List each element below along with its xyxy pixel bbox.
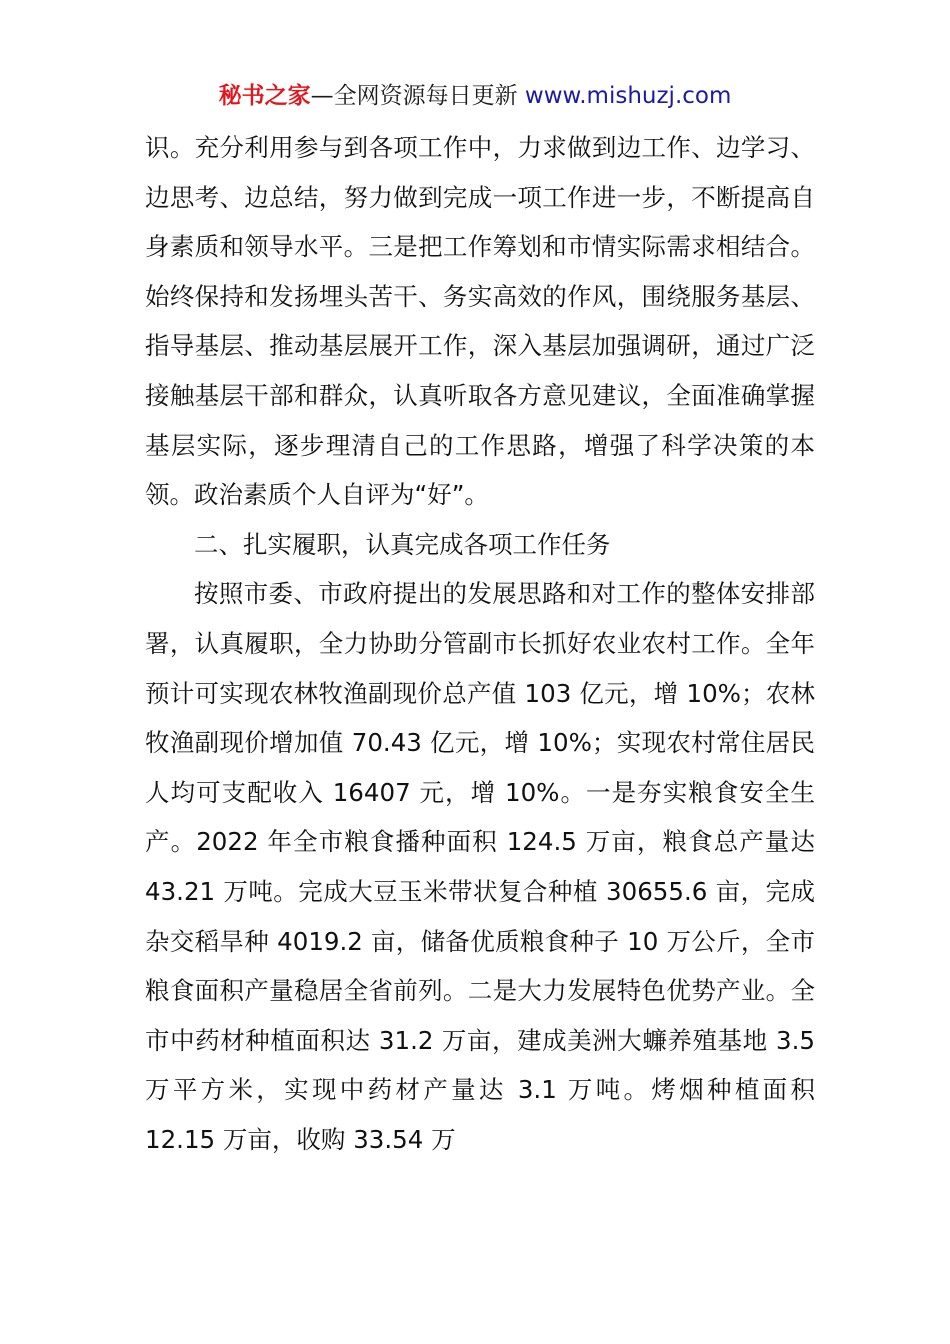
header-slogan: —全网资源每日更新 <box>310 83 518 109</box>
page-header <box>0 78 950 114</box>
document-body <box>145 123 815 1164</box>
website-link[interactable]: www.mishuzj.com <box>524 83 732 109</box>
paragraph-2: 按照市委、市政府提出的发展思路和对工作的整体安排部署，认真履职，全力协助分管副市长抓好农业农村工作。全年预计可实现农林牧渔副现价总产值 103 亿元，增 10%；农林牧渔副现价增加值 70.43 亿元，增 10%；实现农村常住居民人均可支配收入 16407 元，增 10%。一是夯实粮食安全生产。2022 年全市粮食播种面积 124.5 万亩，粮食总产量达 43.21 万吨。完成大豆玉米带状复合种植 30655.6 亩，完成杂交稻旱种 4019.2 亩，储备优质粮食种子 10 万公斤，全市粮食面积产量稳居全省前列。二是大力发展特色优势产业。全市中药材种植面积达 31.2 万亩，建成美洲大蠊养殖基地 3.5 万平方米，实现中药材产量达 3.1 万吨。烤烟种植面积 12.15 万亩，收购 33.54 万 <box>145 579 815 1154</box>
section-heading-2: 二、扎实履职，认真完成各项工作任务 <box>194 529 611 559</box>
paragraph-1: 识。充分利用参与到各项工作中，力求做到边工作、边学习、边思考、边总结，努力做到完成一项工作进一步，不断提高自身素质和领导水平。三是把工作筹划和市情实际需求相结合。始终保持和发扬埋头苦干、务实高效的作风，围绕服务基层、指导基层、推动基层展开工作，深入基层加强调研，通过广泛接触基层干部和群众，认真听取各方意见建议，全面准确掌握基层实际，逐步理清自己的工作思路，增强了科学决策的本领。政治素质个人自评为“好”。 <box>145 133 815 510</box>
brand-name: 秘书之家 <box>218 83 311 109</box>
